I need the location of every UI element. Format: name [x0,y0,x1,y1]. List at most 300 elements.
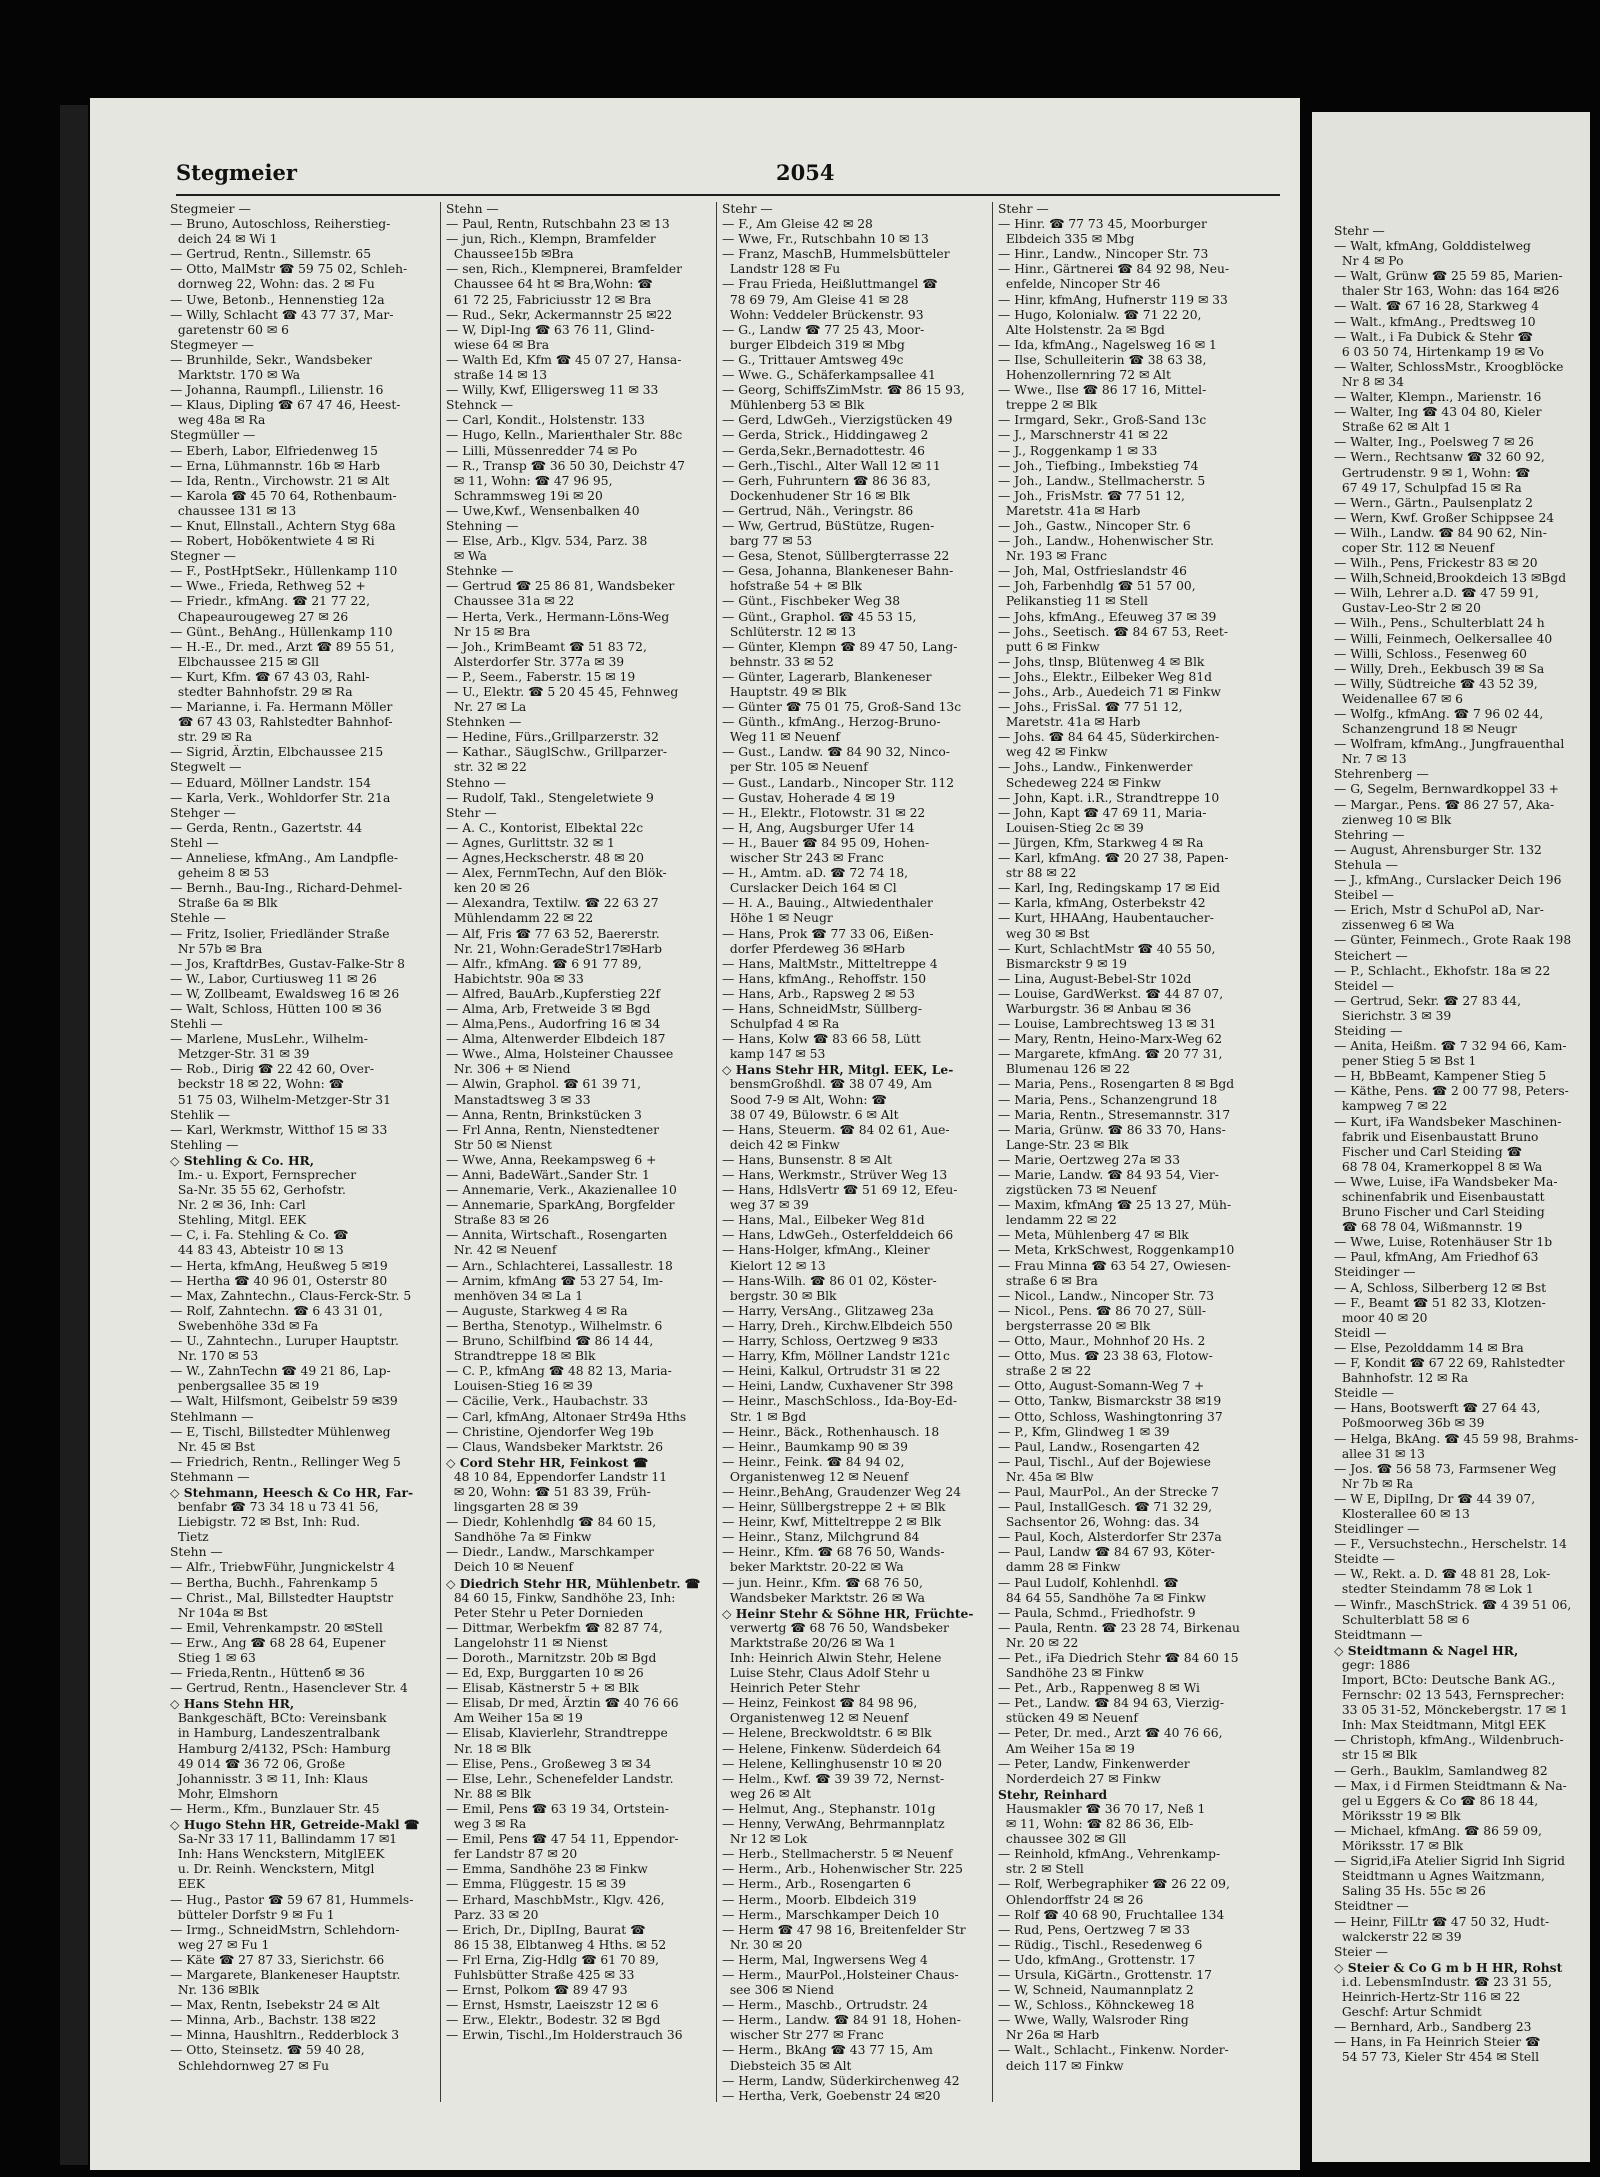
directory-entry-line: — Hans, Werkmstr., Strüver Weg 13 [722,1168,948,1182]
directory-entry-line: — Wilh., Pens., Schulterblatt 24 h [1334,616,1545,631]
directory-entry-line: Nr. 30 ✉ 20 [722,1937,803,1952]
directory-entry-line: — Knut, Ellnstall., Achtern Styg 68a [170,518,396,533]
directory-entry-line: — Günter ☎ 75 01 75, Groß-Sand 13c [722,700,962,715]
page-number: 2054 [776,160,835,185]
directory-entry-line: — F., Am Gleise 42 ✉ 28 [722,217,873,232]
directory-entry-line: Stehr — [722,202,773,216]
directory-entry-line: walckerstr 22 ✉ 39 [1334,1929,1462,1944]
column-rule [440,202,441,2102]
directory-entry-line: — W E, DiplIng, Dr ☎ 44 39 07, [1334,1491,1536,1506]
directory-entry-line: — Joh, Farbenhdlg ☎ 51 57 00, [998,579,1196,594]
directory-entry-line: str 15 ✉ Blk [1334,1748,1418,1763]
directory-entry-line: 84 60 15, Finkw, Sandhöhe 23, Inh: [446,1590,676,1605]
directory-entry-line: — Rüdig., Tischl., Resedenweg 6 [998,1937,1203,1952]
directory-entry-line: — Paul, Koch, Alsterdorfer Str 237a [998,1530,1222,1545]
directory-entry-line: 84 64 55, Sandhöhe 7a ✉ Finkw [998,1590,1207,1605]
directory-entry-line: — Georg, SchiffsZimMstr. ☎ 86 15 93, [722,383,965,398]
directory-entry-line: — Gerh.,Tischl., Alter Wall 12 ✉ 11 [722,458,941,473]
directory-entry-line: — Gertrud, Näh., Veringstr. 86 [722,503,914,518]
directory-entry-line: bergsterrasse 20 ✉ Blk [998,1318,1151,1333]
directory-entry-line: Steidinger — [1334,1265,1416,1280]
directory-entry-line: — Uwe, Betonb., Hennenstieg 12a [170,292,385,307]
directory-entry-line: penbergsallee 35 ✉ 19 [170,1379,320,1394]
directory-entry-line: Mühlendamm 22 ✉ 22 [446,911,594,926]
directory-entry-line: — Johs., Elektr., Eilbeker Weg 81d [998,669,1213,684]
directory-entry-line: Straße 6a ✉ Blk [170,896,278,911]
directory-entry-line: — Johs., Arb., Auedeich 71 ✉ Finkw [998,685,1221,699]
directory-entry-line: — Günt., Graphol. ☎ 45 53 15, [722,609,917,624]
directory-entry-line: — Eduard, Möllner Landstr. 154 [170,775,372,790]
directory-entry-line: Poßmoorweg 36b ✉ 39 [1334,1416,1485,1431]
directory-entry-line: Elbdeich 335 ✉ Mbg [998,232,1135,247]
directory-entry-line: — Bruno, Autoschloss, Reiherstieg- [170,217,391,232]
directory-entry-line: Nr 12 ✉ Lok [722,1832,808,1847]
directory-entry-line: Johannisstr. 3 ✉ 11, Inh: Klaus [170,1771,368,1786]
directory-entry-line: — Rudolf, Takl., Stengeletwiete 9 [446,790,654,805]
directory-entry-line: — Alex, FernmTechn, Auf den Blök- [446,866,667,881]
directory-entry-line: — Johs. ☎ 84 64 45, Süderkirchen- [998,730,1220,745]
directory-entry-line: — H, Ang, Augsburger Ufer 14 [722,820,915,835]
directory-entry-line: gegr: 1886 [1334,1657,1411,1672]
directory-entry-line: Hohenzollernring 72 ✉ Alt [998,368,1171,383]
directory-entry-line: Nr. 18 ✉ Blk [446,1741,532,1756]
directory-entry-line: — Eberh, Labor, Elfriedenweg 15 [170,443,378,458]
directory-entry-line: Stehnck — [446,398,514,413]
directory-entry-line: Warburgstr. 36 ✉ Anbau ✉ 36 [998,1001,1192,1016]
directory-entry-line: — A. C., Kontorist, Elbektal 22c [446,820,644,835]
directory-entry-line: Chapeaurougeweg 27 ✉ 26 [170,609,349,624]
directory-entry-line: — Maria, Pens., Schanzengrund 18 [998,1092,1218,1107]
directory-entry-line: — Ernst, Polkom ☎ 89 47 93 [446,1983,628,1998]
directory-entry-line: — Willy, Schlacht ☎ 43 77 37, Mar- [170,307,394,322]
directory-entry-line: — Nicol., Pens. ☎ 86 70 27, Süll- [998,1303,1207,1318]
directory-entry-line: ✉ 20, Wohn: ☎ 51 83 39, Früh- [446,1484,651,1499]
directory-entry-line: — Maria, Pens., Rosengarten 8 ✉ Bgd [998,1077,1235,1092]
directory-entry-line: — Cäcilie, Verk., Haubachstr. 33 [446,1394,649,1409]
directory-entry-line: — Mary, Rentn, Heino-Marx-Weg 62 [998,1032,1223,1047]
directory-entry-line: — Marie, Landw. ☎ 84 93 54, Vier- [998,1168,1219,1182]
directory-entry-line: enfelde, Nincoper Str 46 [998,277,1161,292]
directory-entry-line: Stehno — [446,775,507,790]
directory-entry-line: — Hans, LdwGeh., Osterfelddeich 66 [722,1228,954,1243]
directory-entry-line: menhöven 34 ✉ La 1 [446,1288,584,1303]
left-page-edge [60,105,88,2165]
directory-entry-line: wischer Str 277 ✉ Franc [722,2028,884,2043]
directory-entry-line: — Anneliese, kfmAng., Am Landpflе- [170,851,399,866]
directory-entry-line: — Helmut, Ang., Stephanstr. 101g [722,1801,936,1816]
directory-entry-line: — Kurt, Kfm. ☎ 67 43 03, Rahl- [170,669,370,684]
directory-entry-line: Stehlik — [170,1107,231,1122]
directory-entry-line: — Lina, August-Bebel-Str 102d [998,971,1192,986]
directory-entry-line: — Wwe, Luise, Rotenhäuser Str 1b [1334,1235,1553,1250]
directory-entry-line: Steibel — [1334,888,1394,903]
directory-entry-line: — Heinr., Stanz, Milchgrund 84 [722,1530,920,1545]
directory-entry-line: — Diedr, Kohlenhdlg ☎ 84 60 15, [446,1515,657,1530]
directory-entry-line: Stehle — [170,911,226,926]
directory-entry-line: Stehr — [998,202,1049,216]
directory-entry-line: — Gertrud ☎ 25 86 81, Wandsbeker [446,579,675,594]
directory-entry-line: Stehling — [170,1137,239,1152]
directory-entry-line: kamp 147 ✉ 53 [722,1047,826,1062]
directory-entry-line: in Hamburg, Landeszentralbank [170,1726,380,1741]
directory-entry-line: — Klaus, Dipling ☎ 67 47 46, Heest- [170,398,401,413]
directory-entry-line: — Ursula, KiGärtn., Grottenstr. 17 [998,1967,1212,1982]
directory-entry-line: — Pet., Landw. ☎ 84 94 63, Vierzig- [998,1696,1225,1711]
directory-entry-line: — Heinr, Süllbergstreppe 2 + ✉ Blk [722,1500,946,1515]
directory-entry-line: — Hans, Arb., Rapsweg 2 ✉ 53 [722,986,915,1001]
directory-entry-line: Alte Holstenstr. 2a ✉ Bgd [998,322,1165,337]
directory-entry-line: — Käte ☎ 27 87 33, Sierichstr. 66 [170,1952,385,1967]
directory-entry-line: weg 30 ✉ Bst [998,926,1090,941]
directory-entry-line: — Walter, Ing ☎ 43 04 80, Kieler [1334,405,1542,420]
directory-entry-line: Bankgeschäft, BCto: Vereinsbank [170,1711,387,1726]
directory-entry-line: — Gerda, Strick., Hiddingaweg 2 [722,428,929,443]
directory-entry-line: zigstücken 73 ✉ Neuenf [998,1183,1157,1198]
directory-entry-line: Tietz [170,1530,209,1545]
directory-entry-line: Swebenhöhe 33d ✉ Fa [170,1318,319,1333]
directory-entry-line: — Walt, Schloss, Hütten 100 ✉ 36 [170,1001,382,1016]
directory-entry-line: 51 75 03, Wilhelm-Metzger-Str 31 [170,1092,391,1107]
directory-entry-line: — Emil, Pens ☎ 47 54 11, Eppendor- [446,1832,679,1847]
directory-entry-line: Bismarckstr 9 ✉ 19 [998,956,1127,971]
directory-entry-line: — W, Zollbeamt, Ewaldsweg 16 ✉ 26 [170,986,400,1001]
directory-entry-line: — Walter, Ing., Poelsweg 7 ✉ 26 [1334,435,1534,450]
directory-entry-line: — Wwe, Luise, iFa Wandsbeker Ma- [1334,1174,1558,1189]
directory-entry-line: 44 83 43, Abteistr 10 ✉ 13 [170,1243,344,1258]
directory-entry-line: Schlüterstr. 12 ✉ 13 [722,624,857,639]
column-3 [722,202,994,2104]
directory-entry-line: 6 03 50 74, Hirtenkamp 19 ✉ Vo [1334,344,1544,359]
directory-page [90,98,1300,2170]
directory-entry-line: — Hugo, Kelln., Mariенthaler Str. 88c [446,428,683,443]
directory-entry-line: Steidtmann — [1334,1627,1423,1642]
directory-entry-line: i.d. LebensmIndustr. ☎ 23 31 55, [1334,1974,1552,1989]
directory-entry-line: Stegmüller — [170,428,256,443]
directory-entry-line: — Wwe, Fr., Rutschbahn 10 ✉ 13 [722,232,929,247]
directory-entry-line: Sa-Nr 33 17 11, Ballindamm 17 ✉1 [170,1832,398,1847]
directory-entry-line: — Heinr., Kfm. ☎ 68 76 50, Wands- [722,1545,945,1560]
directory-entry-line: — Claus, Wandsbeker Marktstr. 26 [446,1439,664,1454]
directory-entry-line: — Elisab, Kästnerstr 5 + ✉ Blk [446,1681,639,1696]
directory-entry-line: — Johs, tlnsp, Blütenweg 4 ✉ Blk [998,654,1205,669]
directory-entry-line: — Franz, MaschB, Hummelsbütteler [722,247,950,262]
directory-entry-line: — Frau Minna ☎ 63 54 27, Owiesen- [998,1258,1231,1273]
directory-entry-line: Steier — [1334,1944,1388,1959]
directory-entry-line: — Karl, Werkmstr, Witthof 15 ✉ 33 [170,1122,388,1137]
directory-entry-line: schinenfabrik und Eisenbaustatt [1334,1190,1545,1204]
directory-entry-line: stücken 49 ✉ Neuenf [998,1711,1138,1726]
directory-entry-line: — Herm, Landw, Süderkirchenweg 42 [722,2073,960,2088]
directory-entry-line: — Paul, MaurPol., An der Strecke 7 [998,1484,1220,1499]
directory-entry-line: Liebigstr. 72 ✉ Bst, Inh: Rud. [170,1515,361,1530]
directory-entry-line: Inh: Heinrich Alwin Stehr, Helene [722,1651,942,1665]
directory-entry-line: Nr. 136 ✉Blk [170,1983,260,1998]
directory-entry-line: — Walter, SchlossMstr., Kroogblöcke [1334,359,1564,374]
directory-entry-line: straße 2 ✉ 22 [998,1364,1092,1379]
directory-entry-line: — Wolfg., kfmAng. ☎ 7 96 02 44, [1334,707,1544,721]
directory-entry-line: Fernschr: 02 13 543, Fernsprecher: [1334,1688,1565,1703]
directory-entry-line: — Ed, Exp, Burggarten 10 ✉ 26 [446,1666,644,1681]
directory-entry-line: geheim 8 ✉ 53 [170,866,270,881]
directory-entry-line: — Hans, Bootswerft ☎ 27 64 43, [1334,1401,1541,1416]
directory-entry-line: — Margarete, Blankeneser Hauptstr. [170,1967,401,1982]
directory-entry-line: Habichtstr. 90a ✉ 33 [446,971,584,986]
directory-entry-line: Mühlenberg 53 ✉ Blk [722,398,865,413]
directory-entry-line: — Hinr., Gärtnerei ☎ 84 92 98, Neu- [998,262,1230,277]
directory-entry-line: Stegmeyer — [170,337,254,352]
directory-entry-line: — Joh., Landw., Hohenwischer Str. [998,534,1214,549]
directory-entry-line: hofstraße 54 + ✉ Blk [722,579,862,594]
directory-entry-line: — Anni, BadeWärt.,Sander Str. 1 [446,1168,650,1182]
directory-entry-line: — Rud., Sekr, Ackermannstr 25 ✉22 [446,307,673,322]
directory-entry-line: ◇ Hugo Stehn HR, Getreide-Makl ☎ [170,1817,420,1833]
directory-entry-line: — Gerh, Fuhruntern ☎ 86 36 83, [722,473,931,488]
directory-entry-line: Nr 7b ✉ Ra [1334,1476,1414,1491]
directory-entry-line: — Gerda,Sekr.,Bernadottestr. 46 [722,443,925,458]
directory-entry-line: — Ida, kfmAng., Nagelsweg 16 ✉ 1 [998,337,1217,352]
directory-entry-line: per Str. 105 ✉ Neuenf [722,760,868,775]
directory-entry-line: — Emil, Vehrenkampstr. 20 ✉Stell [170,1620,383,1635]
directory-entry-line: — Karla, Verk., Wohldorfer Str. 21a [170,790,391,805]
directory-entry-line: damm 28 ✉ Finkw [998,1560,1121,1575]
directory-entry-line: Möriksstr. 17 ✉ Blk [1334,1839,1464,1854]
directory-entry-line: Steiding — [1334,1023,1403,1038]
directory-entry-line: — Frau Frieda, Heißluttmangel ☎ [722,277,938,292]
directory-entry-line: — Hans, Prok ☎ 77 33 06, Eißen- [722,926,934,941]
directory-entry-line: — Karl, Ing, Redingskamp 17 ✉ Eid [998,881,1221,896]
directory-entry-line: — Christine, Ojendorfer Weg 19b [446,1424,654,1439]
directory-entry-line: — Willy, Kwf, Elligersweg 11 ✉ 33 [446,383,659,398]
directory-entry-line: — Herm., Marschkamper Deich 10 [722,1907,940,1922]
directory-entry-line: — Willy, Südtreiche ☎ 43 52 39, [1334,676,1538,691]
directory-entry-line: — jun. Heinr., Kfm. ☎ 68 76 50, [722,1575,923,1590]
directory-entry-line: Organistenweg 12 ✉ Neuenf [722,1469,909,1484]
directory-entry-line: Weidenallee 67 ✉ 6 [1334,691,1463,706]
directory-entry-line: — G., Landw ☎ 77 25 43, Moor- [722,322,925,337]
directory-entry-line: Steidle — [1334,1386,1394,1401]
directory-entry-line: — J., Roggenkamp 1 ✉ 33 [998,443,1158,458]
column-1 [170,202,442,2074]
directory-entry-line: — Herb., Stellmachеrstr. 5 ✉ Neuenf [722,1847,953,1862]
directory-entry-line: — Minna, Haushltrn., Redderblock 3 [170,2028,400,2043]
directory-entry-line: — Sigrid,iFa Atelier Sigrid Inh Sigrid [1334,1854,1566,1869]
directory-entry-line: — Wwe, Anna, Reekampsweg 6 + [446,1152,657,1167]
directory-entry-line: — Marlene, MusLehr., Wilhelm- [170,1032,368,1047]
directory-entry-line: Nr. 88 ✉ Blk [446,1786,532,1801]
directory-entry-line: — Alfr., TriebwFühr, Jungnickelstr 4 [170,1560,396,1575]
directory-entry-line: — Hinr., Landw., Nincoper Str. 73 [998,247,1209,262]
directory-entry-line: — Walt., i Fa Dubick & Stehr ☎ [1334,329,1533,344]
directory-entry-line: — Hertha ☎ 40 96 01, Osterstr 80 [170,1273,388,1288]
directory-entry-line: ◇ Diedrich Stehr HR, Mühlenbetr. ☎ [446,1575,701,1591]
directory-entry-line: — jun, Rich., Klempn, Bramfelder [446,232,656,247]
directory-entry-line: Curslacker Deich 164 ✉ Cl [722,881,897,896]
directory-entry-line: — Gustav, Hoheradе 4 ✉ 19 [722,790,896,805]
directory-entry-line: deich 42 ✉ Finkw [722,1137,840,1152]
directory-entry-line: — Robert, Hobökentwiete 4 ✉ Ri [170,534,375,549]
directory-entry-line: — Gertrud, Rentn., Sillemstr. 65 [170,247,372,262]
directory-entry-line: — Käthe, Pens. ☎ 2 00 77 98, Peters- [1334,1084,1569,1099]
directory-entry-line: — Wilh., Pens, Frickestr 83 ✉ 20 [1334,556,1538,571]
directory-entry-line: — Louise, Lambrechtsweg 13 ✉ 31 [998,1017,1217,1032]
directory-entry-line: Sa-Nr. 35 55 62, Gerhofstr. [170,1183,346,1198]
directory-entry-line: Mohr, Elmshorn [170,1786,279,1801]
directory-entry-line: thaler Str 163, Wohn: das 164 ✉26 [1334,284,1560,299]
directory-entry-line: ☎ 67 43 03, Rahlstedter Bahnhof- [170,715,393,730]
directory-entry-line: Gustav-Leo-Str 2 ✉ 20 [1334,601,1481,616]
directory-entry-line: — Günter, Klempn ☎ 89 47 50, Lang- [722,639,958,654]
directory-entry-line: — Rolf ☎ 40 68 90, Fruchtallee 134 [998,1907,1225,1922]
directory-entry-line: barg 77 ✉ 53 [722,534,813,549]
directory-entry-line: — Bertha, Buchh., Fahrenkamp 5 [170,1575,378,1590]
directory-entry-line: Str 50 ✉ Nienst [446,1137,552,1152]
directory-entry-line: Sachsentor 26, Wohng: das. 34 [998,1515,1200,1530]
directory-entry-line: ◇ Steidtmann & Nagel HR, [1334,1642,1519,1658]
directory-entry-line: ✉ Wa [446,549,487,564]
directory-entry-line: — Carl, Kondit., Holstenstr. 133 [446,413,645,428]
directory-entry-line: — Heinr, Kwf, Mitteltreppe 2 ✉ Blk [722,1515,942,1530]
directory-entry-line: Nr 4 ✉ Po [1334,254,1404,269]
directory-entry-line: Wandsbeker Marktstr. 26 ✉ Wa [722,1590,925,1605]
directory-entry-line: Weg 11 ✉ Neuenf [722,730,840,745]
directory-entry-line: — U., Elektr. ☎ 5 20 45 45, Fehnweg [446,685,679,699]
directory-entry-line: Steidtner — [1334,1899,1409,1914]
directory-entry-line: — Gust., Landw. ☎ 84 90 32, Ninco- [722,745,950,760]
directory-entry-line: — Hug., Pastor ☎ 59 67 81, Hummels- [170,1892,414,1907]
directory-entry-line: 49 014 ☎ 36 72 06, Große [170,1756,346,1771]
directory-entry-line: — Johs, kfmAng., Efeuweg 37 ✉ 39 [998,609,1217,624]
directory-entry-line: — Kathar., SäuglSchw., Grillparzer- [446,745,668,760]
directory-entry-line: — Johanna, Raumpfl., Lilienstr. 16 [170,383,384,398]
directory-entry-line: — F., Versuchstechn., Herschelstr. 14 [1334,1537,1567,1552]
directory-entry-line: — Meta, Mühlenberg 47 ✉ Blk [998,1228,1189,1243]
directory-entry-line: 38 07 49, Bülowstr. 6 ✉ Alt [722,1107,899,1122]
directory-entry-line: — Kurt, SchlachtMstr ☎ 40 55 50, [998,941,1216,956]
directory-entry-line: ✉ 11, Wohn: ☎ 47 96 95, [446,473,613,488]
directory-entry-line: stedter Bahnhofstr. 29 ✉ Ra [170,685,353,699]
directory-entry-line: — Fritz, Isolier, Friedländer Straße [170,926,390,941]
directory-entry-line: — Heinr, FilLtr ☎ 47 50 32, Hudt- [1334,1914,1550,1929]
directory-entry-line: verwertg ☎ 68 76 50, Wandsbeker [722,1620,949,1635]
directory-entry-line: Hamburg 2/4132, PSch: Hamburg [170,1741,391,1756]
directory-entry-line: — Otto, Tankw, Bismarckstr 38 ✉19 [998,1394,1222,1409]
directory-entry-line: — Joh., KrimBeamt ☎ 51 83 72, [446,639,647,654]
directory-entry-line: — Herm, Mal, Ingwersens Weg 4 [722,1952,928,1967]
directory-entry-line: — Joh, Mal, Ostfrieslandstr 46 [998,564,1187,579]
directory-entry-line: — Heinr., Bäck., Rothenhausch. 18 [722,1424,940,1439]
directory-entry-line: beckstr 18 ✉ 22, Wohn: ☎ [170,1077,344,1092]
directory-entry-line: wischer Str 243 ✉ Franc [722,851,884,866]
column-rule [716,202,717,2102]
directory-entry-line: — Else, Lehr., Schenefelder Landstr. [446,1771,674,1786]
directory-entry-line: kampweg 7 ✉ 22 [1334,1099,1448,1114]
directory-entry-line: Hausmakler ☎ 36 70 17, Neß 1 [998,1801,1206,1816]
directory-entry-line: benfabr ☎ 73 34 18 u 73 41 56, [170,1500,379,1515]
directory-entry-line: Parz. 33 ✉ 20 [446,1907,539,1922]
directory-entry-line: Stehr — [446,805,497,820]
directory-entry-line: — Hans, HdlsVertr ☎ 51 69 12, Efeu- [722,1183,958,1198]
directory-entry-line: — Louise, GardWerkst. ☎ 44 87 07, [998,986,1224,1001]
directory-entry-line: — Wern., Gärtn., Paulsenplatz 2 [1334,495,1533,510]
directory-entry-line: Sandhöhe 7a ✉ Finkw [446,1530,592,1545]
directory-entry-line: pener Stieg 5 ✉ Bst 1 [1334,1054,1477,1069]
directory-entry-line: — Meta, KrkSchwest, Roggenkamp10 [998,1243,1235,1258]
directory-entry-line: Stehrenberg — [1334,767,1429,782]
directory-entry-line: fabrik und Eisenbaustatt Bruno [1334,1129,1539,1144]
directory-entry-line: — Rolf, Zahntechn. ☎ 6 43 31 01, [170,1303,383,1318]
directory-entry-line: ◇ Stehling & Co. HR, [170,1152,315,1168]
directory-entry-line: — Gerd, LdwGeh., Vierzigstücken 49 [722,413,953,428]
directory-entry-line: — Walt, Grünw ☎ 25 59 85, Marien- [1334,269,1563,284]
directory-entry-line: weg 42 ✉ Finkw [998,745,1108,760]
directory-entry-line: — Wilh, Lehrer a.D. ☎ 47 59 91, [1334,586,1539,601]
directory-entry-line: — Paul, Landw ☎ 84 67 93, Köter- [998,1545,1215,1560]
directory-entry-line: ◇ Hans Stehr HR, Mitgl. EEK, Le- [722,1062,954,1078]
directory-entry-line: dornweg 22, Wohn: das. 2 ✉ Fu [170,277,375,292]
directory-entry-line: — Alf, Fris ☎ 77 63 52, Baererstr. [446,926,660,941]
directory-entry-line: — Gesa, Johanna, Blankeneser Bahn- [722,564,954,579]
directory-entry-line: — Herm., BkAng ☎ 43 77 15, Am [722,2043,933,2058]
directory-entry-line: — Günt., Fischbeker Weg 38 [722,594,901,609]
header-name: Stegmeier [176,160,297,185]
directory-entry-line: 48 10 84, Eppendorfer Landstr 11 [446,1469,668,1484]
directory-entry-line: straße 14 ✉ 13 [446,368,548,383]
directory-entry-line: Steichert — [1334,948,1408,963]
directory-entry-line: — Dittmar, Werbekfm ☎ 82 87 74, [446,1620,663,1635]
directory-entry-line: — Max, Zahntechn., Claus-Ferck-Str. 5 [170,1288,412,1303]
directory-entry-line: Stegmeier — [170,202,251,216]
directory-entry-line: deich 117 ✉ Finkw [998,2058,1124,2073]
directory-entry-line: Schulpfad 4 ✉ Ra [722,1017,840,1032]
directory-entry-line: — Agnes,Heckscherstr. 48 ✉ 20 [446,851,644,866]
directory-entry-line: — Hans, Steuerm. ☎ 84 02 61, Aue- [722,1122,950,1137]
directory-entry-line: Langelohstr 11 ✉ Nienst [446,1635,608,1650]
directory-entry-line: — Gust., Landarb., Nincoper Str. 112 [722,775,955,790]
directory-entry-line: — Diedr., Landw., Marschkamper [446,1545,654,1560]
directory-entry-line: — Hugo, Kolonialw. ☎ 71 22 20, [998,307,1202,322]
directory-entry-line: weg 37 ✉ 39 [722,1198,809,1213]
directory-entry-line: — Günter, Feinmech., Grote Raak 198 [1334,933,1572,948]
directory-entry-line: — Margarete, kfmAng. ☎ 20 77 31, [998,1047,1223,1062]
directory-entry-line: — Hans, Kolw ☎ 83 66 58, Lütt [722,1032,921,1047]
directory-entry-line: — Bertha, Stenotyp., Wilhelmstr. 6 [446,1318,663,1333]
directory-entry-line: — H., Amtm. aD. ☎ 72 74 18, [722,866,909,881]
directory-entry-line: — Brunhilde, Sekr., Wandsbeker [170,352,372,367]
directory-entry-line: — Wern., Rechtsanw ☎ 32 60 92, [1334,450,1545,465]
directory-entry-line: — H.-E., Dr. med., Arzt ☎ 89 55 51, [170,639,395,654]
directory-entry-line: — Kurt, HHAAng, Haubentaucher- [998,911,1214,926]
directory-entry-line: — Alwin, Graphol. ☎ 61 39 71, [446,1077,642,1092]
directory-entry-line: Steidlinger — [1334,1522,1420,1537]
directory-entry-line: — Hans-Wilh. ☎ 86 01 02, Köster- [722,1273,937,1288]
directory-entry-line: — Erw., Ang ☎ 68 28 64, Eupener [170,1635,386,1650]
directory-entry-line: Nr 26a ✉ Harb [998,2028,1100,2043]
directory-entry-line: moor 40 ✉ 20 [1334,1310,1428,1325]
directory-entry-line: Organistenweg 12 ✉ Neuenf [722,1711,909,1726]
directory-entry-line: — Uwe,Kwf., Wensenbalken 40 [446,503,640,518]
directory-entry-line: — Friedrich, Rentn., Rellinger Weg 5 [170,1454,401,1469]
directory-entry-line: Sandhöhe 23 ✉ Finkw [998,1666,1144,1681]
directory-entry-line: — Arn., Schlachterei, Lassallestr. 18 [446,1258,673,1273]
directory-entry-line: ◇ Cord Stehr HR, Feinkost ☎ [446,1454,648,1470]
directory-entry-line: behnstr. 33 ✉ 52 [722,654,834,669]
directory-entry-line: Nr 57b ✉ Bra [170,941,263,956]
directory-entry-line: — Hinr, kfmAng, Hufnerstr 119 ✉ 33 [998,292,1228,307]
directory-entry-line: Stehnken — [446,715,522,730]
directory-entry-line: putt 6 ✉ Finkw [998,639,1100,654]
directory-entry-line: — Willy, Dreh., Eekbusch 39 ✉ Sa [1334,661,1545,676]
directory-entry-line: Nr. 27 ✉ La [446,700,527,715]
